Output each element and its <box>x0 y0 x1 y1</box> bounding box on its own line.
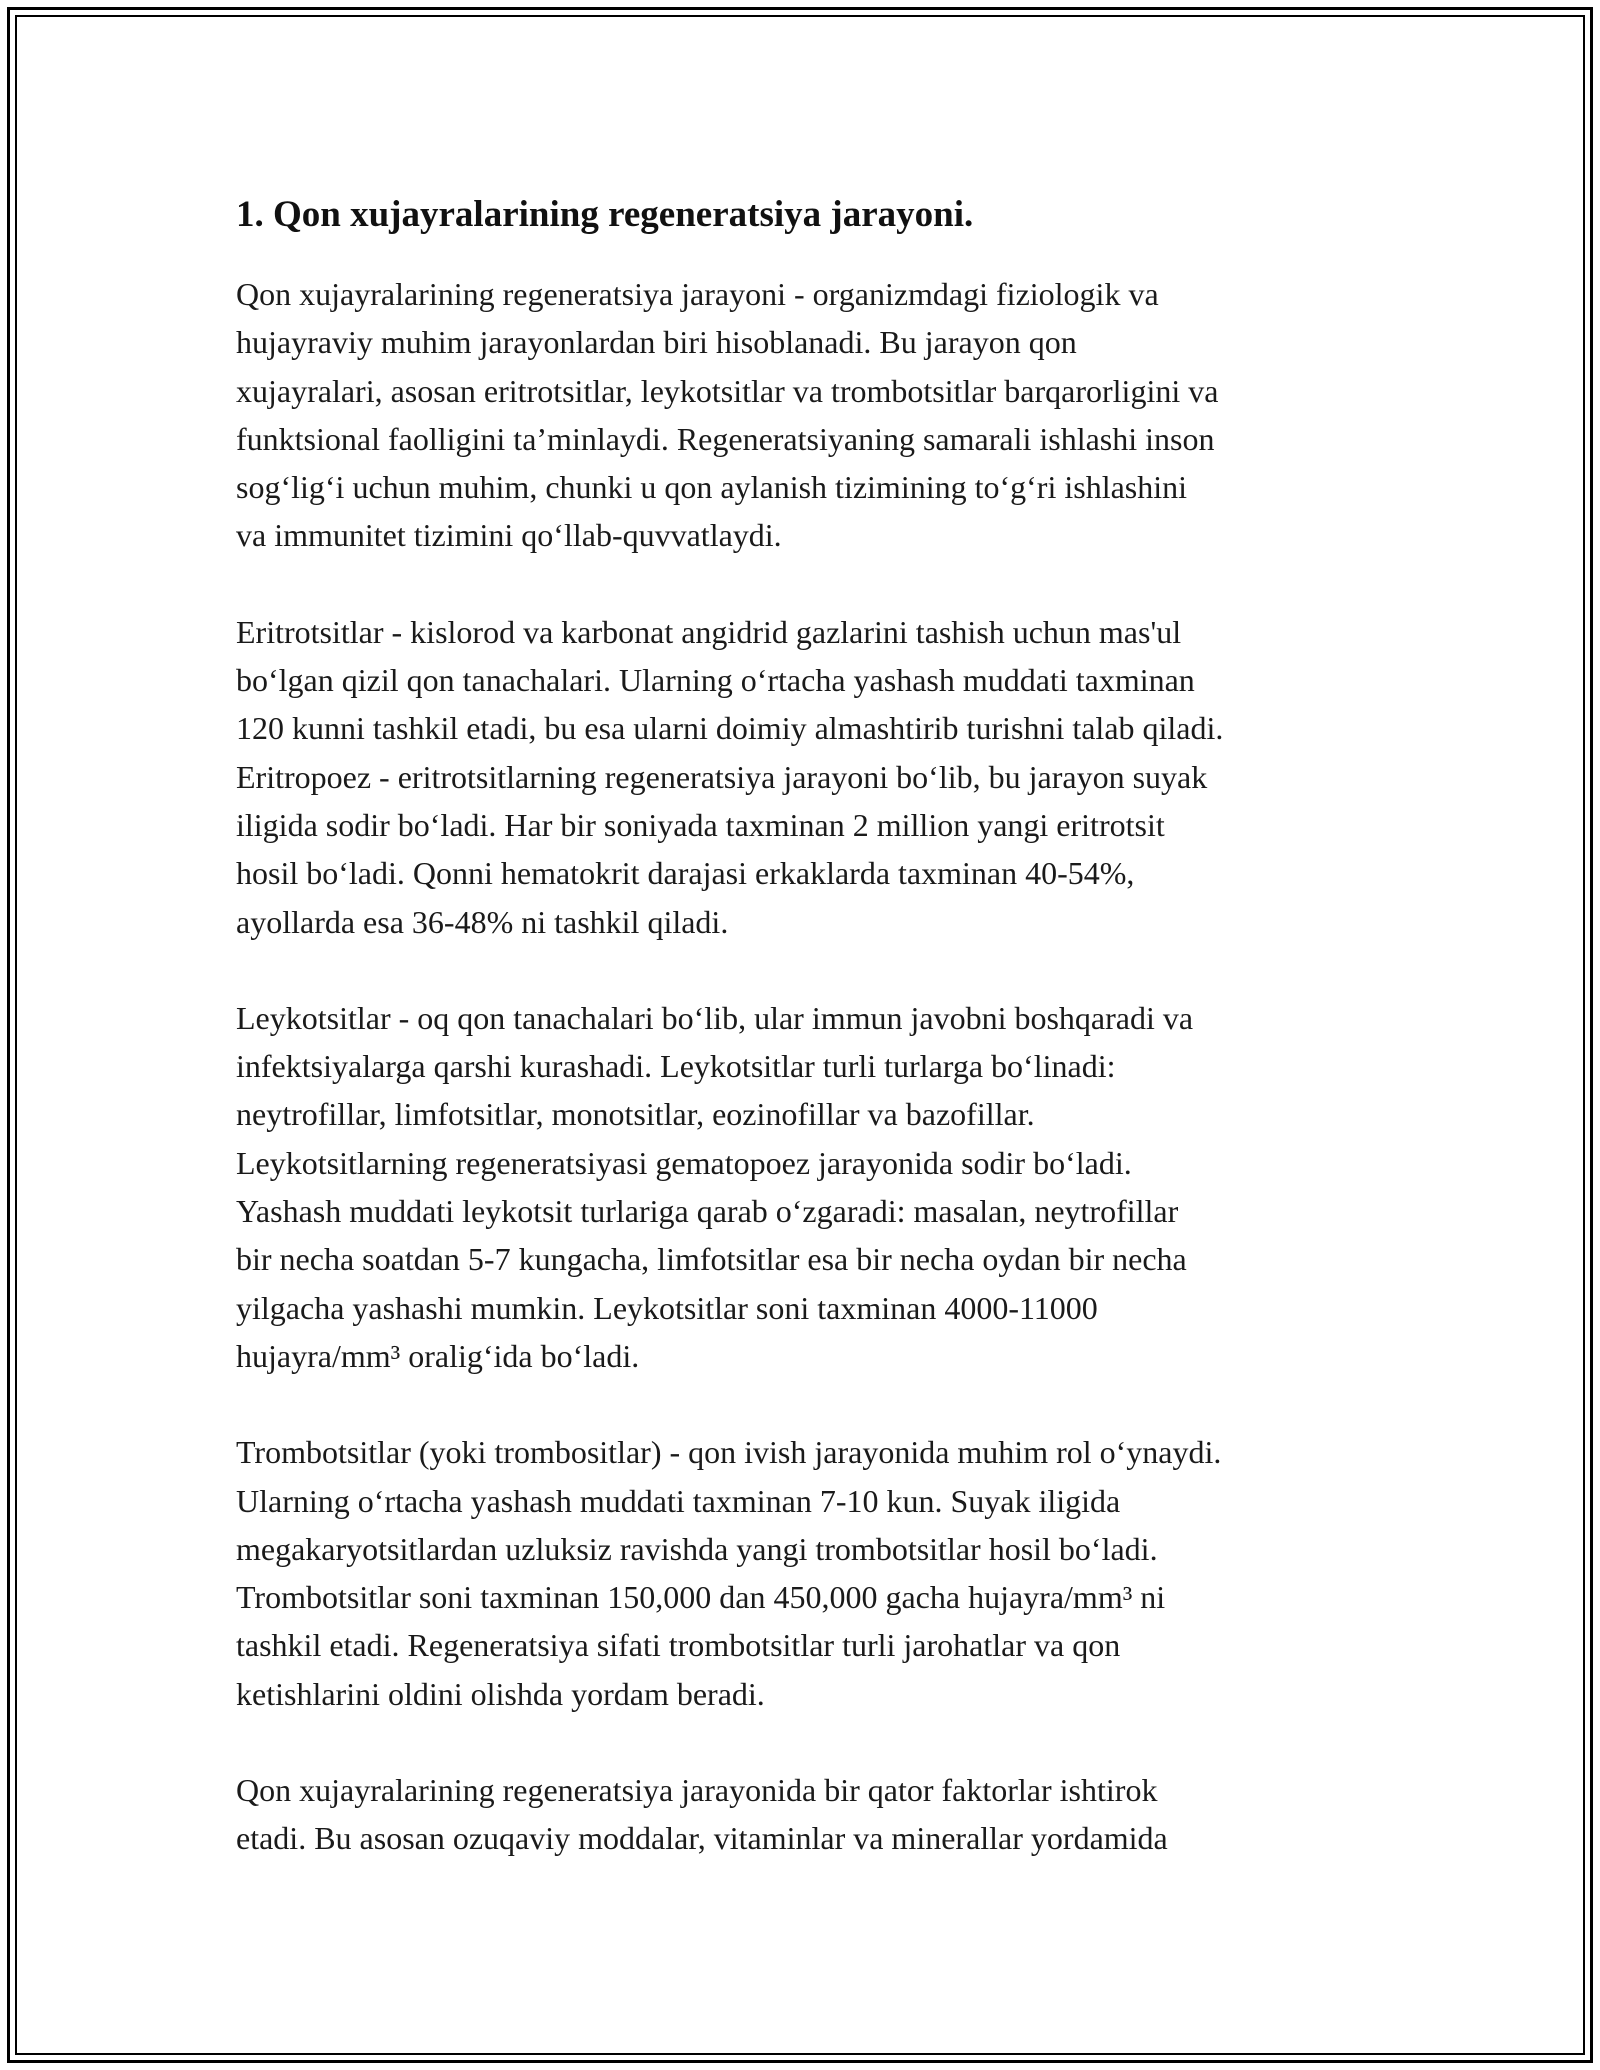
text-line: 120 kunni tashkil etadi, bu esa ularni doimiy almashtirib turishni talab qiladi. <box>236 710 1224 747</box>
text-line: ayollarda esa 36-48% ni tashkil qiladi. <box>236 903 729 940</box>
text-line: Yashash muddati leykotsit turlariga qarab o‘zgaradi: masalan, neytrofillar <box>236 1193 1179 1230</box>
text-line: yilgacha yashashi mumkin. Leykotsitlar soni taxminan 4000-11000 <box>236 1289 1098 1326</box>
paragraph-regeneration-factors <box>236 1766 1386 1863</box>
text-line: bir necha soatdan 5-7 kungacha, limfotsitlar esa bir necha oydan bir necha <box>236 1241 1187 1278</box>
text-line: iligida sodir bo‘ladi. Har bir soniyada taxminan 2 million yangi eritrotsit <box>236 806 1165 843</box>
paragraph-erythrocytes <box>236 608 1386 946</box>
text-line: tashkil etadi. Regeneratsiya sifati trombotsitlar turli jarohatlar va qon <box>236 1627 1121 1664</box>
text-line: Eritrotsitlar - kislorod va karbonat angidrid gazlarini tashish uchun mas'ul <box>236 613 1182 650</box>
text-line: hujayraviy muhim jarayonlardan biri hisoblanadi. Bu jarayon qon <box>236 324 1077 361</box>
paragraph-regeneration-intro <box>236 270 1386 560</box>
text-line: hujayra/mm³ oralig‘ida bo‘ladi. <box>236 1337 640 1374</box>
text-line: Qon xujayralarining regeneratsiya jarayonida bir qator faktorlar ishtirok <box>236 1772 1158 1809</box>
text-line: hosil bo‘ladi. Qonni hematokrit darajasi erkaklarda taxminan 40-54%, <box>236 855 1135 892</box>
text-line: Leykotsitlar - oq qon tanachalari bo‘lib, ular immun javobni boshqaradi va <box>236 999 1194 1036</box>
section-heading: 1. Qon xujayralarining regeneratsiya jarayoni. <box>236 194 974 235</box>
text-line: neytrofillar, limfotsitlar, monotsitlar, eozinofillar va bazofillar. <box>236 1096 1035 1133</box>
document-body <box>236 186 1386 1911</box>
text-line: Ularning o‘rtacha yashash muddati taxminan 7-10 kun. Suyak iligida <box>236 1482 1121 1519</box>
text-line: etadi. Bu asosan ozuqaviy moddalar, vitaminlar va minerallar yordamida <box>236 1820 1168 1857</box>
text-line: xujayralari, asosan eritrotsitlar, leykotsitlar va trombotsitlar barqarorligini va <box>236 372 1219 409</box>
text-line: Trombotsitlar (yoki trombositlar) - qon ivish jarayonida muhim rol o‘ynaydi. <box>236 1434 1222 1471</box>
text-line: Trombotsitlar soni taxminan 150,000 dan 450,000 gacha hujayra/mm³ ni <box>236 1579 1166 1616</box>
text-line: infektsiyalarga qarshi kurashadi. Leykotsitlar turli turlarga bo‘linadi: <box>236 1048 1116 1085</box>
text-line: megakaryotsitlardan uzluksiz ravishda yangi trombotsitlar hosil bo‘ladi. <box>236 1530 1158 1567</box>
paragraph-leukocytes <box>236 994 1386 1380</box>
text-line: Eritropoez - eritrotsitlarning regeneratsiya jarayoni bo‘lib, bu jarayon suyak <box>236 758 1208 795</box>
text-line: funktsional faolligini ta’minlaydi. Regeneratsiyaning samarali ishlashi inson <box>236 420 1215 457</box>
text-line: Leykotsitlarning regeneratsiyasi gematopoez jarayonida sodir bo‘ladi. <box>236 1144 1132 1181</box>
text-line: sog‘lig‘i uchun muhim, chunki u qon aylanish tizimining to‘g‘ri ishlashini <box>236 469 1188 506</box>
text-line: ketishlarini oldini olishda yordam beradi. <box>236 1675 765 1712</box>
text-line: bo‘lgan qizil qon tanachalari. Ularning o‘rtacha yashash muddati taxminan <box>236 662 1195 699</box>
text-line: Qon xujayralarining regeneratsiya jarayoni - organizmdagi fiziologik va <box>236 276 1159 312</box>
text-line: va immunitet tizimini qo‘llab-quvvatlaydi. <box>236 517 782 554</box>
paragraph-thrombocytes <box>236 1428 1386 1718</box>
